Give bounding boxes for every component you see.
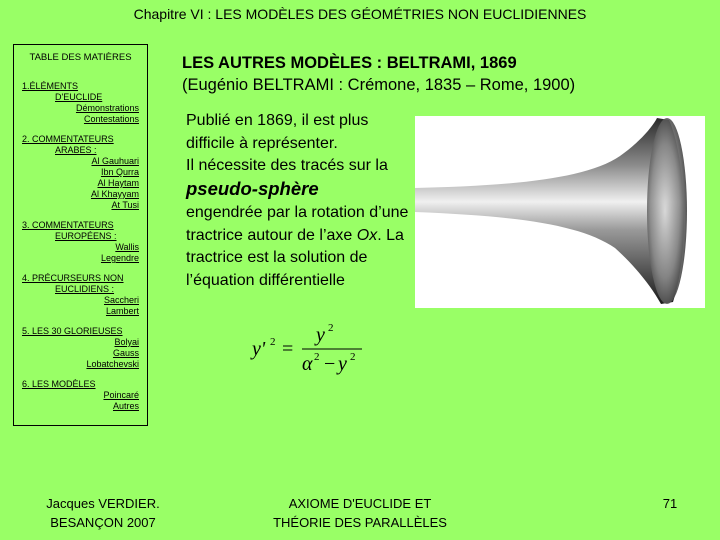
pseudo-sphere-term: pseudo-sphère [186,177,319,199]
toc-item[interactable]: Démonstrations [75,103,139,113]
toc-item[interactable]: Poincaré [103,390,139,400]
equation-numerator: y [316,324,325,346]
toc-item[interactable]: Bolyai [114,337,139,347]
body-paragraph-3-end: . La tractrice est la solution de l’équation différentielle [186,226,404,289]
toc-item[interactable]: Ibn Qurra [100,167,139,177]
slide-header [0,6,720,22]
body-paragraph-2 [186,155,412,202]
toc-section-5[interactable]: 5. LES 30 GLORIEUSES [22,326,123,336]
slide-header-title: Chapitre VI : LES MODÈLES DES GÉOMÉTRIES NON EUCLIDIENNES [133,6,587,22]
differential-equation [250,318,370,378]
toc-section-3-cont[interactable]: EUROPÉENS : [55,231,117,241]
toc-item[interactable]: Autres [112,401,139,411]
toc-section-6[interactable]: 6. LES MODÈLES [22,379,96,389]
slide-title [182,52,702,96]
body-text [186,110,412,292]
toc-item[interactable]: Legendre [100,253,139,263]
slide-title-sub: (Eugénio BELTRAMI : Crémone, 1835 – Rome, 1900) [182,76,576,94]
body-paragraph-3-text: engendrée par la rotation d’une tractrice autour de l’axe [186,204,409,244]
toc-section-4[interactable]: 4. PRÉCURSEURS NON [22,273,124,283]
footer-author [28,494,178,532]
table-of-contents [13,44,148,426]
slide-title-main: LES AUTRES MODÈLES : BELTRAMI, 1869 [182,54,517,72]
toc-section-2-cont[interactable]: ARABES : [55,145,97,155]
toc-section-4-cont[interactable]: EUCLIDIENS : [55,284,115,294]
page-number: 71 [662,496,678,511]
toc-item[interactable]: Lobatchevski [86,359,139,369]
toc-item[interactable]: Al Khayyam [90,189,139,199]
toc-item[interactable]: Al Haytam [97,178,139,188]
equation-lhs: y' [252,338,266,360]
equation-denominator-y: y [338,353,347,375]
equation-numerator-exponent: 2 [328,322,334,334]
toc-section-1[interactable]: 1.ÉLÉMENTS [22,81,79,91]
equation-figure [250,318,370,378]
pseudo-sphere-figure [415,116,705,308]
footer-author-place: BESANÇON 2007 [50,515,156,530]
toc-item[interactable]: At Tusi [111,200,139,210]
footer-course-line1: AXIOME D'EUCLIDE ET [288,496,432,511]
equation-exponent: 2 [270,336,276,348]
toc-item[interactable]: Saccheri [103,295,139,305]
toc-item[interactable]: Contestations [83,114,139,124]
body-paragraph-3 [186,202,412,292]
toc-item[interactable]: Al Gauhuari [91,156,139,166]
toc-section-3[interactable]: 3. COMMENTATEURS [22,220,114,230]
footer-author-name: Jacques VERDIER. [46,496,160,511]
toc-title: TABLE DES MATIÈRES [29,52,132,63]
toc-item[interactable]: Gauss [112,348,139,358]
equation-denominator-alpha: α [302,353,313,375]
pseudo-sphere-image [415,116,705,308]
toc-section-2[interactable]: 2. COMMENTATEURS [22,134,114,144]
toc-section-1-cont[interactable]: D'EUCLIDE [55,92,103,102]
body-paragraph-2-text: Il nécessite des tracés sur la [186,157,388,174]
toc-item[interactable]: Lambert [105,306,139,316]
footer-course-line2: THÉORIE DES PARALLÈLES [273,515,447,530]
body-paragraph-1: Publié en 1869, il est plus difficile à représenter. [186,112,369,152]
axis-name: Ox [356,226,378,244]
footer-course [240,494,480,532]
equation-denominator-exponent-a: 2 [314,351,320,363]
toc-item[interactable]: Wallis [115,242,139,252]
equals-sign: = [282,338,294,360]
minus-sign: − [324,353,336,375]
equation-denominator-exponent-b: 2 [350,351,356,363]
